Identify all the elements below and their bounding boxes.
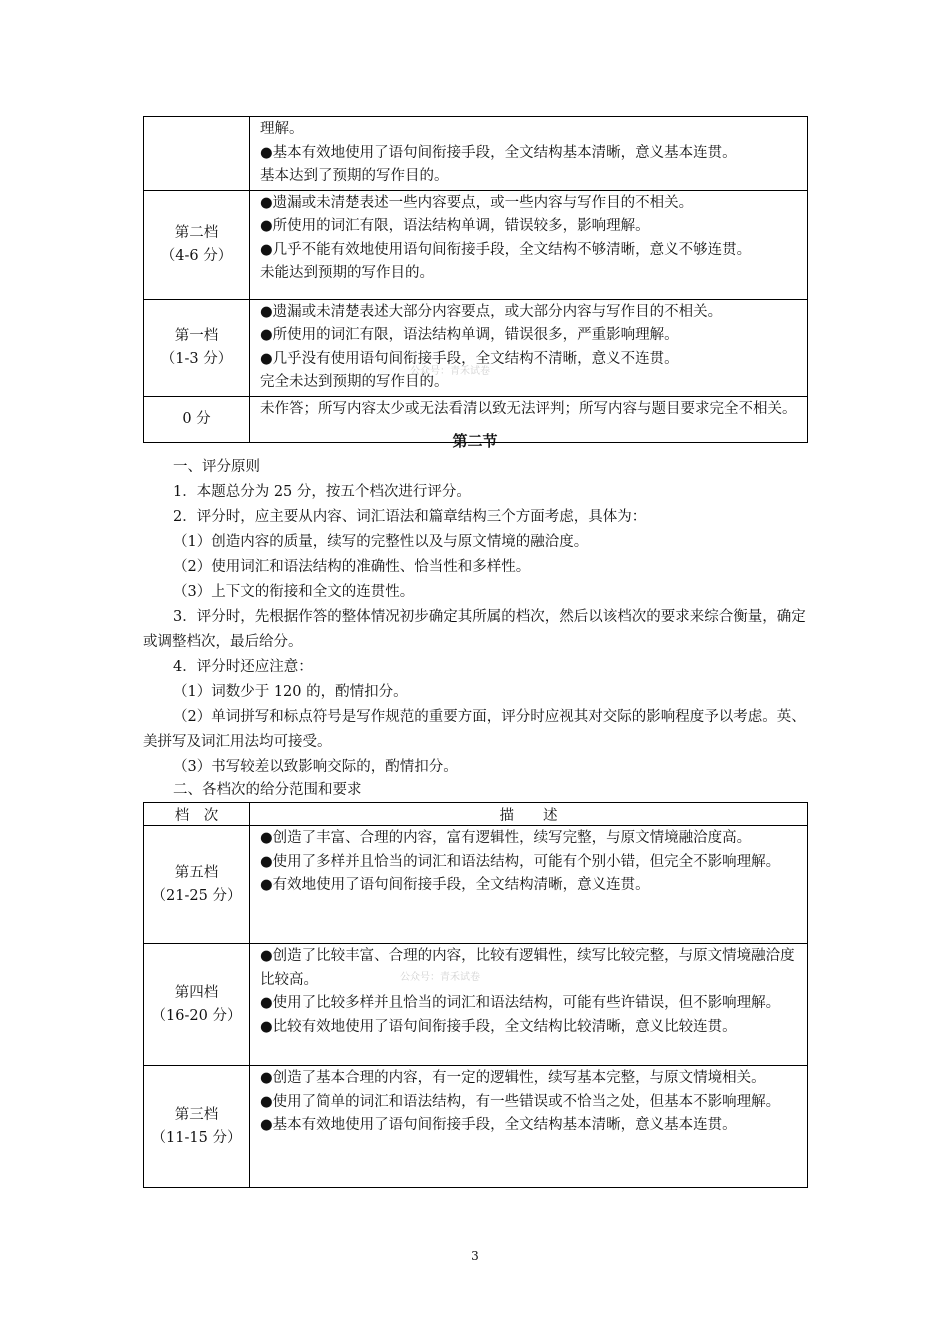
band-range: （11-15 分）: [151, 1129, 242, 1146]
table-row: [144, 944, 808, 1066]
band-cell: [144, 299, 250, 396]
description-cell: 理解。 ●基本有效地使用了语句间衔接手段，全文结构基本清晰，意义基本连贯。 基本达到了预期的写作目的。: [250, 117, 808, 191]
table-row: [144, 190, 808, 299]
band-name: 第五档: [174, 864, 219, 881]
levels-heading: 二、各档次的给分范围和要求: [173, 782, 362, 798]
description-cell: ●遗漏或未清楚表述大部分内容要点，或大部分内容与写作目的不相关。 ●所使用的词汇有限，语法结构单调，错误很多，严重影响理解。 ●几乎没有使用语句间衔接手段，全文结构不清晰，意义不连贯。 完全未达到预期的写作目的。: [250, 299, 808, 396]
watermark: 公众号：青禾试卷: [410, 366, 490, 377]
table-row: [144, 1066, 808, 1188]
description-cell: 未作答；所写内容太少或无法看清以致无法评判；所写内容与题目要求完全不相关。: [250, 396, 808, 442]
band-cell: [144, 117, 250, 191]
table-row: [144, 826, 808, 944]
watermark: 公众号：青禾试卷: [400, 972, 480, 983]
scoring-table-section1: [143, 116, 808, 443]
description-cell: ●创造了基本合理的内容，有一定的逻辑性，续写基本完整，与原文情境相关。 ●使用了简单的词汇和语法结构，有一些错误或不恰当之处，但基本不影响理解。 ●基本有效地使用了语句间衔接手段，全文结构基本清晰，意义基本连贯。: [250, 1066, 808, 1188]
band-name: 第四档: [174, 984, 219, 1001]
band-range: （16-20 分）: [151, 1007, 242, 1024]
description-cell: ●创造了比较丰富、合理的内容，比较有逻辑性，续写比较完整，与原文情境融洽度比较高。 ●使用了比较多样并且恰当的词汇和语法结构，可能有些许错误，但不影响理解。 ●比较有效地使用了语句间衔接手段，全文结构比较清晰，意义比较连贯。: [250, 944, 808, 1066]
band-name: 第二档: [174, 224, 219, 241]
header-description: 描 述: [250, 803, 808, 826]
principle-item: 1．本题总分为 25 分，按五个档次进行评分。: [173, 484, 471, 500]
principle-item: （3）上下文的衔接和全文的连贯性。: [173, 584, 415, 600]
band-cell: [144, 1066, 250, 1188]
header-band: 档 次: [144, 803, 250, 826]
section-title: 第二节: [452, 432, 498, 450]
band-cell: [144, 826, 250, 944]
band-range: （21-25 分）: [151, 887, 242, 904]
principle-item: （2）使用词汇和语法结构的准确性、恰当性和多样性。: [173, 559, 531, 575]
band-name: 第一档: [174, 327, 219, 344]
principle-item: （1）创造内容的质量，续写的完整性以及与原文情境的融洽度。: [173, 534, 589, 550]
band-cell: [144, 190, 250, 299]
table-row: [144, 117, 808, 191]
page-number: 3: [471, 1249, 479, 1263]
band-name: 第三档: [174, 1106, 219, 1123]
band-range: （1-3 分）: [160, 350, 233, 367]
principles-heading: 一、评分原则: [173, 459, 260, 475]
description-cell: ●创造了丰富、合理的内容，富有逻辑性，续写完整，与原文情境融洽度高。 ●使用了多样并且恰当的词汇和语法结构，可能有个别小错，但完全不影响理解。 ●有效地使用了语句间衔接手段，全文结构清晰，意义连贯。: [250, 826, 808, 944]
principle-item: 3．评分时，先根据作答的整体情况初步确定其所属的档次，然后以该档次的要求来综合衡量，确定或调整档次，最后给分。: [143, 609, 806, 650]
principle-item: （1）词数少于 120 的，酌情扣分。: [173, 684, 408, 700]
principle-item: 4．评分时还应注意：: [173, 659, 313, 675]
principle-item: （3）书写较差以致影响交际的，酌情扣分。: [173, 759, 458, 775]
band-name: 0 分: [182, 410, 211, 427]
band-cell: [144, 944, 250, 1066]
principle-item: 2．评分时，应主要从内容、词汇语法和篇章结构三个方面考虑，具体为：: [173, 509, 647, 525]
description-cell: ●遗漏或未清楚表述一些内容要点，或一些内容与写作目的不相关。 ●所使用的词汇有限，语法结构单调，错误较多，影响理解。 ●几乎不能有效地使用语句间衔接手段，全文结构不够清晰，意义不够连贯。 未能达到预期的写作目的。: [250, 190, 808, 299]
principle-item: （2）单词拼写和标点符号是写作规范的重要方面，评分时应视其对交际的影响程度予以考虑。英、美拼写及词汇用法均可接受。: [143, 709, 806, 750]
table-header-row: [144, 803, 808, 826]
scoring-table-section2: [143, 802, 808, 1188]
band-range: （4-6 分）: [160, 247, 233, 264]
table-row: [144, 299, 808, 396]
